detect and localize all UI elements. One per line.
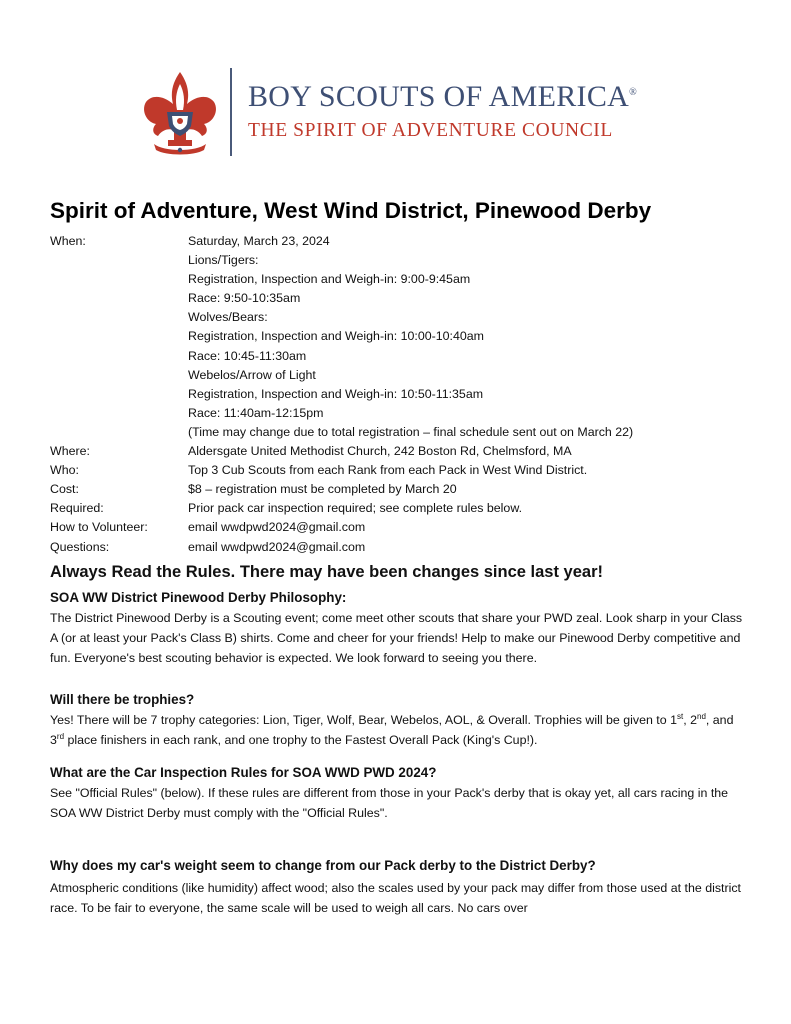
questions-row	[50, 538, 750, 557]
questions-label: Questions:	[50, 539, 110, 554]
when-line: Webelos/Arrow of Light	[188, 367, 316, 382]
fleur-de-lis-icon	[140, 70, 220, 156]
required-label: Required:	[50, 501, 104, 516]
inspection-text: See "Official Rules" (below). If these rules are different from those in your Pack's derby that is okay yet, all cars racing in the SOA WW District Derby must comply with the "Official Rules".	[50, 786, 729, 820]
bsa-logo-header	[140, 62, 660, 162]
when-line: Registration, Inspection and Weigh-in: 9:00-9:45am	[188, 272, 471, 287]
who-row	[50, 461, 750, 480]
cost-value: $8 – registration must be completed by March 20	[188, 482, 457, 497]
who-value: Top 3 Cub Scouts from each Rank from each Pack in West Wind District.	[188, 463, 588, 478]
who-label: Who:	[50, 463, 79, 478]
when-row	[50, 232, 750, 442]
when-line: Race: 10:45-11:30am	[188, 348, 307, 363]
when-value	[188, 232, 750, 442]
cost-label: Cost:	[50, 482, 79, 497]
volunteer-email: email wwdpwd2024@gmail.com	[188, 520, 366, 535]
where-value: Aldersgate United Methodist Church, 242 Boston Rd, Chelmsford, MA	[188, 444, 572, 459]
event-info	[50, 232, 750, 557]
when-label: When:	[50, 234, 86, 248]
cost-row	[50, 480, 750, 499]
required-row	[50, 499, 750, 518]
philosophy-heading: SOA WW District Pinewood Derby Philosophy:	[50, 590, 347, 605]
page-title: Spirit of Adventure, West Wind District, Pinewood Derby	[50, 198, 652, 223]
rules-heading: Always Read the Rules. There may have been changes since last year!	[50, 563, 603, 581]
philosophy-text: The District Pinewood Derby is a Scouting event; come meet other scouts that share your PWD zeal. Look sharp in your Class A (or at least your Pack's Class B) shirts. Come and cheer for your friends! Help to make our Pinewood Derby competitive and fun. Everyone's best scouting behavior is expected. We look forward to seeing you there.	[50, 611, 743, 665]
volunteer-row	[50, 518, 750, 537]
when-line: Lions/Tigers:	[188, 253, 259, 268]
when-line: Wolves/Bears:	[188, 310, 268, 325]
when-line: (Time may change due to total registration – final schedule sent out on March 22)	[188, 424, 634, 439]
where-label: Where:	[50, 444, 90, 459]
when-line: Registration, Inspection and Weigh-in: 10:50-11:35am	[188, 386, 484, 401]
when-line: Registration, Inspection and Weigh-in: 10:00-10:40am	[188, 329, 484, 344]
required-value: Prior pack car inspection required; see complete rules below.	[188, 501, 523, 516]
when-line: Race: 11:40am-12:15pm	[188, 405, 324, 420]
inspection-heading: What are the Car Inspection Rules for SOA WWD PWD 2024?	[50, 765, 437, 780]
weight-heading: Why does my car's weight seem to change from our Pack derby to the District Derby?	[50, 858, 596, 873]
weight-text: Atmospheric conditions (like humidity) affect wood; also the scales used by your pack may differ from those used at the district race. To be fair to everyone, the same scale will be used to weigh all cars. No cars over	[50, 881, 741, 915]
trophies-text: Yes! There will be 7 trophy categories: Lion, Tiger, Wolf, Bear, Webelos, AOL, & Overall. Trophies will be given to 1st, 2nd, and 3rd place finishers in each rank, and one trophy to the Fastest Overall Pack (King's Cup!).	[50, 711, 734, 747]
trophies-heading: Will there be trophies?	[50, 692, 195, 707]
volunteer-label: How to Volunteer:	[50, 520, 148, 535]
when-line: Race: 9:50-10:35am	[188, 291, 301, 306]
org-name: BOY SCOUTS OF AMERICA®	[248, 80, 638, 113]
council-name: THE SPIRIT OF ADVENTURE COUNCIL	[248, 120, 613, 141]
questions-email: email wwdpwd2024@gmail.com	[188, 539, 366, 554]
when-line: Saturday, March 23, 2024	[188, 234, 330, 248]
logo-divider	[230, 68, 232, 156]
where-row	[50, 442, 750, 461]
